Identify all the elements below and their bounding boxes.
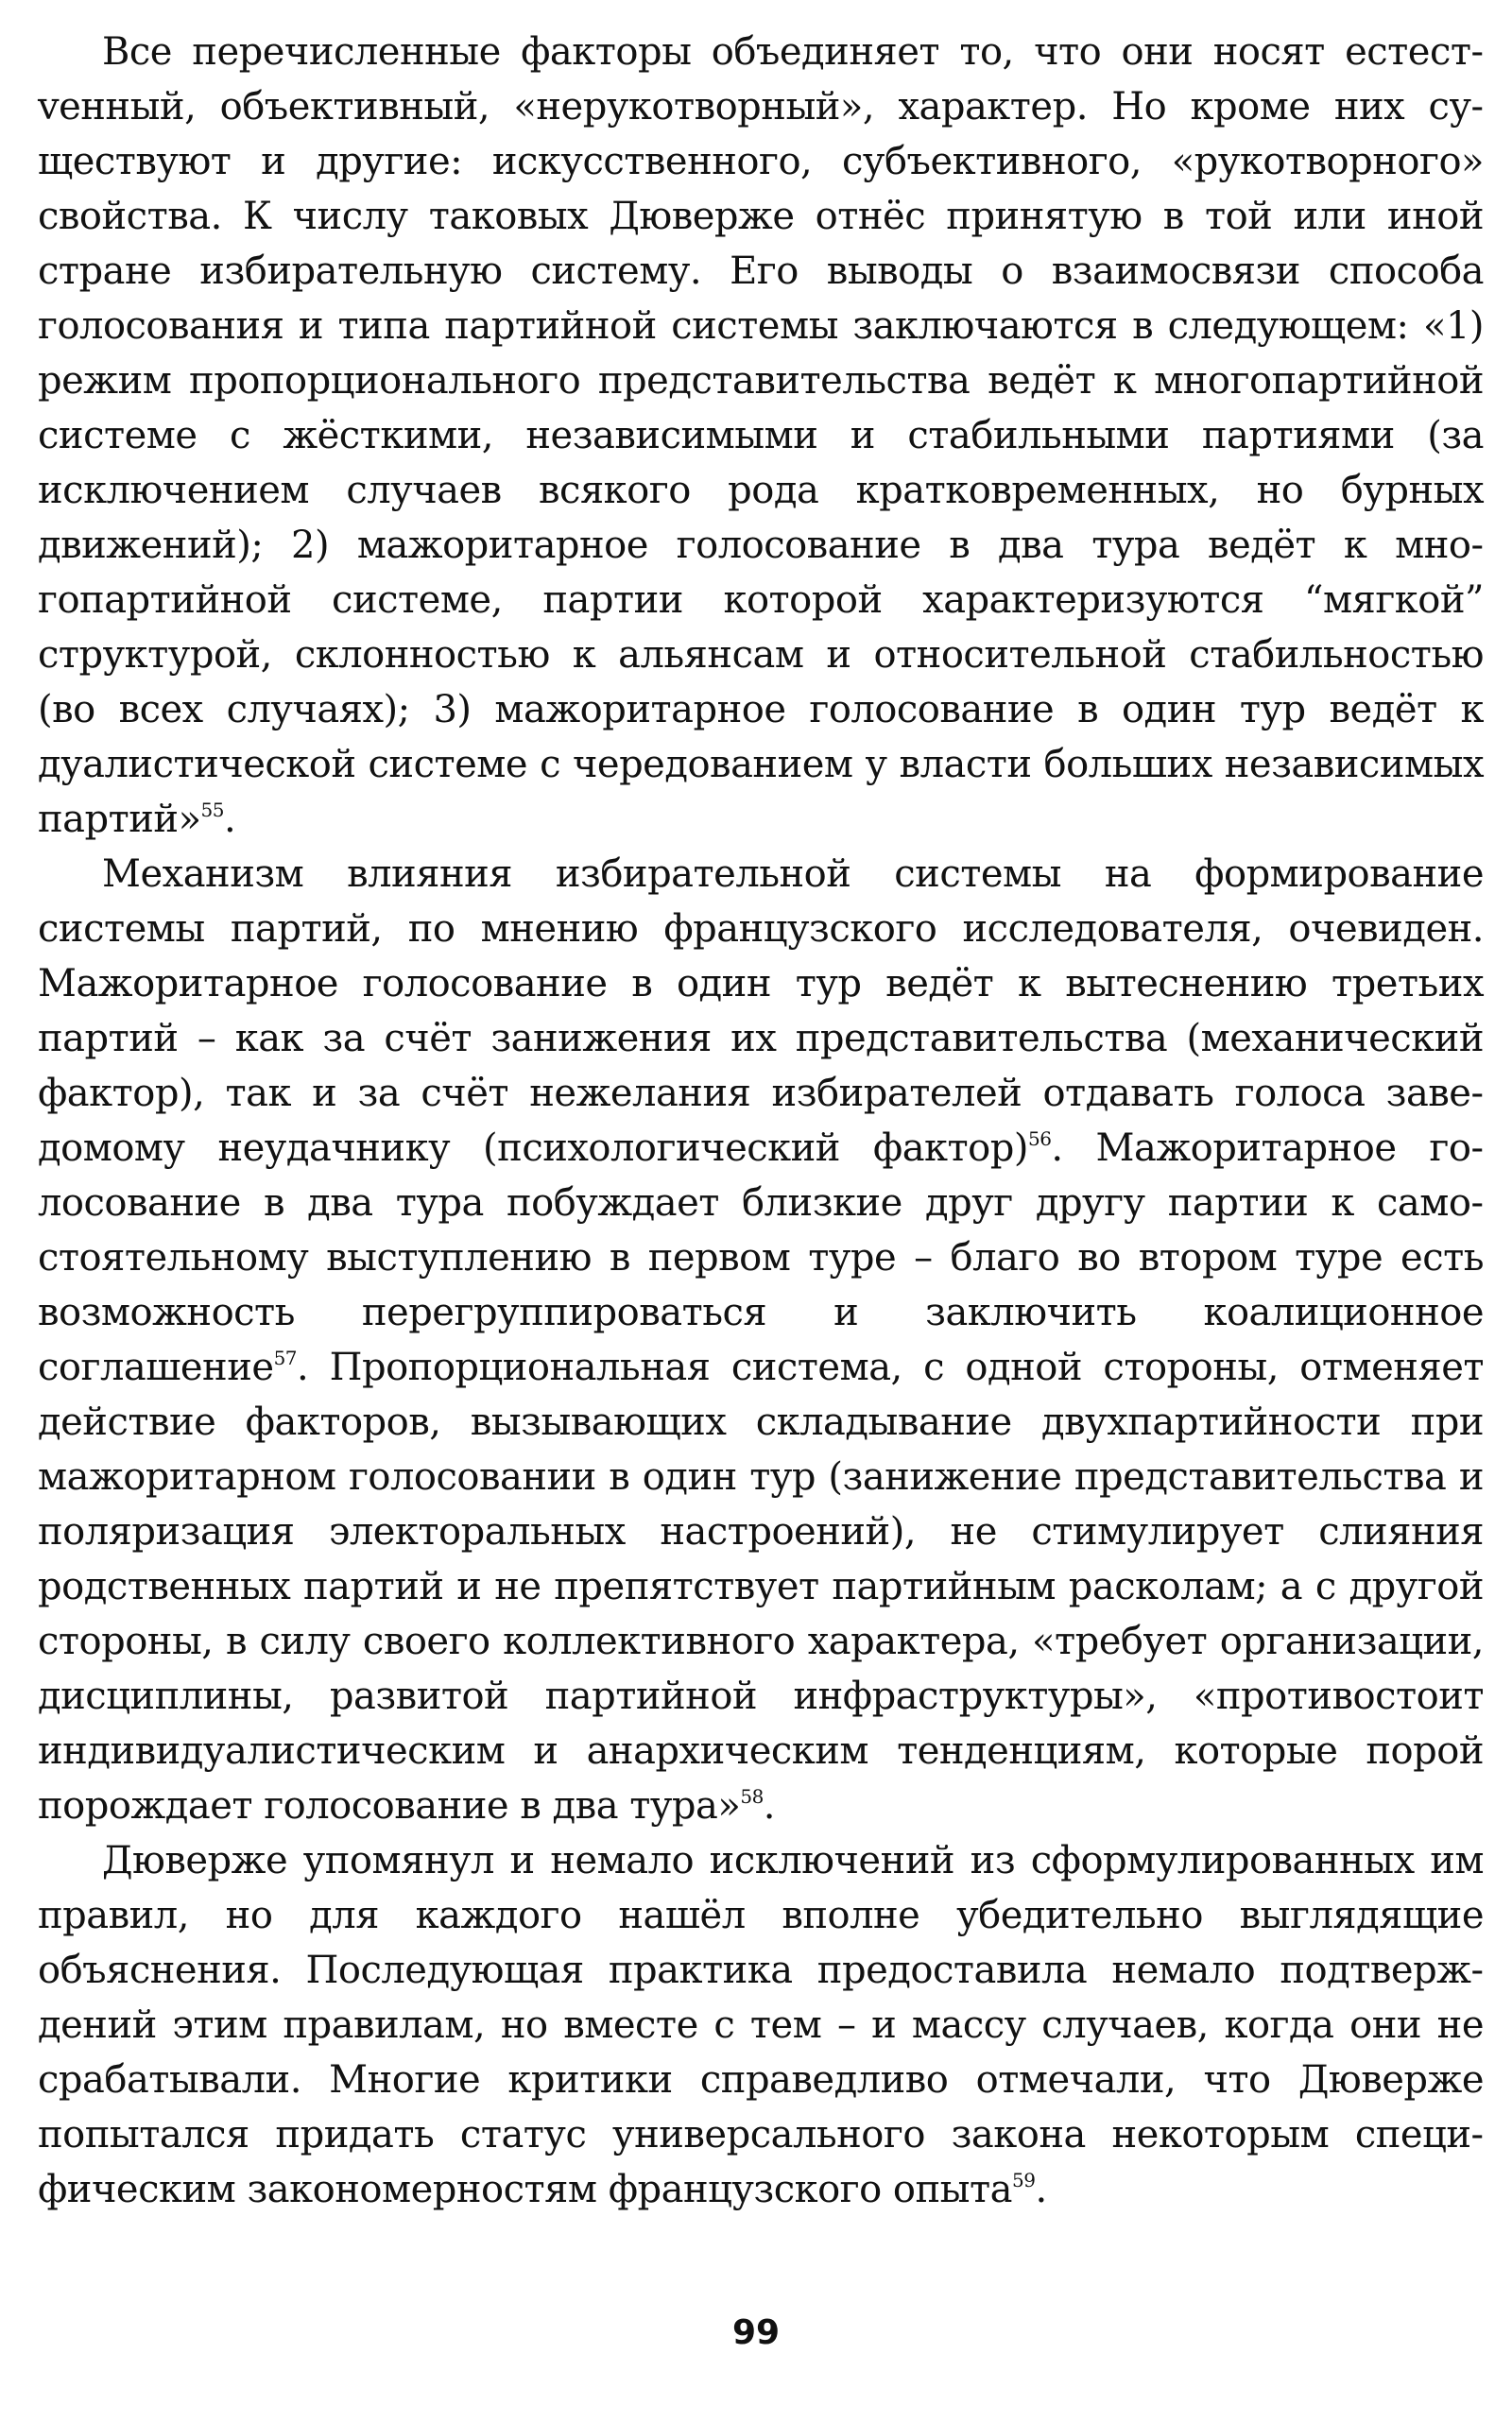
paragraph-text: . Мажоритарное голосование в два тура побуждает близкие друг другу партии к самостоятельному выступлению в первом туре – благо во втором туре есть возможность перегруппироваться и заключить коалиционное соглашение [38, 1126, 1484, 1389]
paragraph-text: Механизм влияния избирательной системы на формирование системы партий, по мнению французского исследователя, очевиден. Мажоритарное голосование в один тур ведёт к вытеснению третьих партий – как за счёт занижения их представительства (механический фактор), так и за счёт нежелания избирателей отдавать голоса заведомому неудачнику (психологический фактор) [38, 852, 1484, 1170]
footnote-ref-55[interactable]: 55 [200, 798, 224, 821]
paragraph-text: Дюверже упомянул и немало исключений из сформулированных им правил, но для каждого нашёл вполне убедительно выглядящие объяснения. Последующая практика предоставила немало подтверждений этим правилам, но вместе с тем – и массу случаев, когда они не срабатывали. Многие критики справедливо отмечали, что Дюверже попытался придать статус универсального закона некоторым специфическим закономерностям французского опыта [38, 1839, 1484, 2211]
paragraph-text: . [763, 1784, 776, 1828]
footnote-ref-57[interactable]: 57 [273, 1346, 298, 1369]
paragraph-1 [38, 25, 1484, 847]
footnote-ref-59[interactable]: 59 [1011, 2168, 1036, 2191]
paragraph-2 [38, 847, 1484, 1833]
paragraph-text: . Пропорциональная система, с одной стороны, отменяет действие факторов, вызывающих складывание двухпартийности при мажоритарном голосовании в один тур (занижение представительства и поляризация электоральных настроений), не стимулирует слияния родственных партий и не препятствует партийным расколам; а с другой стороны, в силу своего коллективного характера, «требует организации, дисциплины, развитой партийной инфраструктуры», «противостоит индивидуалистическим и анархическим тенденциям, которые порой порождает голосование в два тура» [38, 1346, 1484, 1828]
paragraph-text: . [1035, 2168, 1047, 2211]
page-body [38, 25, 1484, 2217]
paragraph-3 [38, 1833, 1484, 2217]
page-number: 99 [731, 2313, 781, 2352]
paragraph-text: . [224, 798, 236, 841]
paragraph-text: Все перечисленные факторы объединяет то, что они носят естестvенный, объективный, «нерукотворный», характер. Но кроме них существуют и другие: искусственного, субъективного, «рукотворного» свойства. К числу таковых Дюверже отнёс принятую в той или иной стране избирательную систему. Его выводы о взаимосвязи способа голосования и типа партийной системы заключаются в следующем: «1) режим пропорционального представительства ведёт к многопартийной системе с жёсткими, независимыми и стабильными партиями (за исключением случаев всякого рода кратковременных, но бурных движений); 2) мажоритарное голосование в два тура ведёт к многопартийной системе, партии которой характеризуются “мягкой” структурой, склонностью к альянсам и относительной стабильностью (во всех случаях); 3) мажоритарное голосование в один тур ведёт к дуалистической системе с чередованием у власти больших независимых партий» [38, 30, 1484, 841]
footnote-ref-58[interactable]: 58 [740, 1784, 764, 1808]
footnote-ref-56[interactable]: 56 [1027, 1126, 1052, 1150]
